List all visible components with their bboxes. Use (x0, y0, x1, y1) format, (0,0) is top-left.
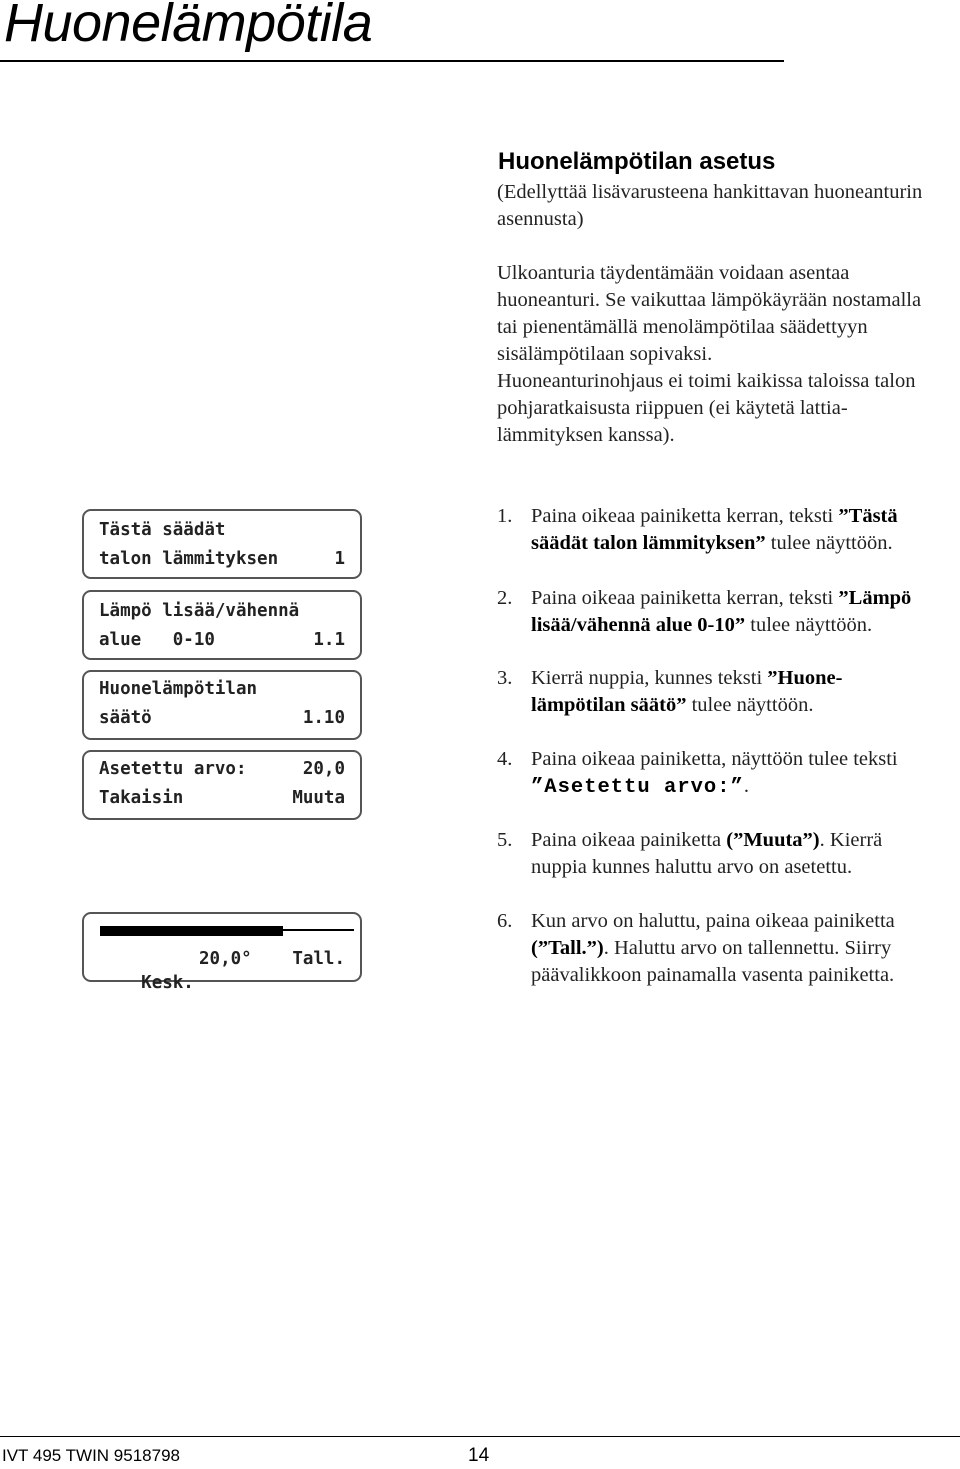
display-text: Lämpö lisää/vähennä (99, 601, 300, 621)
body-line: Huoneanturinohjaus ei toimi kaikissa taloissa talon (497, 370, 916, 392)
step-text (531, 827, 882, 881)
step-number: 3. (497, 667, 513, 689)
display-line (99, 628, 345, 652)
step-text-part: . Kierrä (819, 829, 883, 851)
step-text (531, 746, 898, 800)
display-line (99, 677, 345, 701)
step-keyword: ”Asetettu arvo:” (531, 776, 744, 799)
step-number: 4. (497, 748, 513, 770)
display-text: Tästä säädät (99, 520, 226, 540)
step-number: 6. (497, 910, 513, 932)
display-value: 20,0° (199, 949, 252, 969)
step-text-part: Paina oikeaa painiketta kerran, teksti (531, 587, 839, 609)
display-text: talon lämmityksen (99, 549, 279, 569)
display-screen-4 (82, 750, 362, 820)
step-number: 2. (497, 587, 513, 609)
step-keyword: ”Tästä (838, 505, 898, 527)
level-bar (100, 926, 283, 936)
section-body (497, 260, 960, 449)
intro-line: (Edellyttää lisävarusteena hankittavan huoneanturin (497, 181, 923, 203)
body-line: pohjaratkaisusta riippuen (ei käytetä lattia- (497, 397, 848, 419)
step-text-part: päävalikkoon painamalla vasenta painiketta. (531, 964, 895, 986)
step-number: 5. (497, 829, 513, 851)
step-keyword: ”Lämpö (838, 587, 912, 609)
display-line (99, 786, 345, 810)
display-text: Asetettu arvo: (99, 759, 247, 779)
step-text (531, 503, 898, 557)
display-text: Takaisin (99, 788, 184, 808)
step-text-part: nuppia kunnes haluttu arvo on asetettu. (531, 856, 853, 878)
level-bar-track (283, 929, 354, 931)
display-text: alue 0-10 (99, 630, 215, 650)
section-heading: Huonelämpötilan asetus (498, 148, 776, 175)
step-text-part: tulee näyttöön. (765, 532, 893, 554)
step-keyword: säädät talon lämmityksen” (531, 532, 766, 554)
page-title: Huonelämpötila (4, 0, 373, 53)
body-line: lämmityksen kanssa). (497, 424, 675, 446)
display-value: 20,0 (302, 759, 345, 779)
body-line: sisälämpötilaan sopivaksi. (497, 343, 713, 365)
step-text-part: tulee näyttöön. (745, 614, 873, 636)
step-text (531, 585, 911, 639)
step-keyword: lämpötilan säätö” (531, 694, 687, 716)
step-keyword: (”Muuta”) (726, 829, 820, 851)
body-line: tai pienentämällä menolämpötilaa säädettyyn (497, 316, 868, 338)
display-line (99, 518, 345, 542)
step-text-part: Paina oikeaa painiketta kerran, teksti (531, 505, 839, 527)
footer-divider (0, 1436, 960, 1437)
step-text-part: Paina oikeaa painiketta (531, 829, 727, 851)
step-text-part: tulee näyttöön. (686, 694, 814, 716)
step-text-part: . Haluttu arvo on tallennettu. Siirry (603, 937, 892, 959)
title-divider (0, 60, 784, 62)
display-value: 1.1 (313, 630, 345, 650)
step-text-part: Kierrä nuppia, kunnes teksti (531, 667, 768, 689)
display-line (99, 547, 345, 571)
intro-line: asennusta) (497, 208, 584, 230)
display-line (99, 757, 345, 781)
step-text (531, 908, 895, 989)
display-screen-3 (82, 670, 362, 740)
display-value: Muuta (292, 788, 345, 808)
display-value: 1.10 (302, 708, 345, 728)
step-keyword: (”Tall.”) (531, 937, 604, 959)
step-keyword: lisää/vähennä alue 0-10” (531, 614, 746, 636)
step-text-part: Paina oikeaa painiketta, näyttöön tulee teksti (531, 748, 898, 770)
step-number: 1. (497, 505, 513, 527)
display-text: Huonelämpötilan (99, 679, 258, 699)
footer-document-id: IVT 495 TWIN 9518798 (2, 1446, 180, 1465)
display-line (99, 706, 345, 730)
step-text-part: Kun arvo on haluttu, paina oikeaa painiketta (531, 910, 895, 932)
display-text: Tall. (292, 949, 345, 969)
step-text (531, 665, 842, 719)
display-line (99, 947, 345, 993)
display-screen-2 (82, 590, 362, 660)
display-text: säätö (99, 708, 152, 728)
body-line: Ulkoanturia täydentämään voidaan asentaa (497, 262, 850, 284)
body-line: huoneanturi. Se vaikuttaa lämpökäyrään nostamalla (497, 289, 922, 311)
page-number: 14 (468, 1445, 490, 1466)
display-text: Kesk. (141, 973, 194, 993)
display-line (99, 599, 345, 623)
display-screen-slider (82, 912, 362, 993)
display-screen-1 (82, 509, 362, 579)
display-value: 1 (334, 549, 345, 569)
section-intro (497, 179, 960, 233)
step-keyword: ”Huone- (767, 667, 843, 689)
step-text-part: . (743, 775, 749, 797)
